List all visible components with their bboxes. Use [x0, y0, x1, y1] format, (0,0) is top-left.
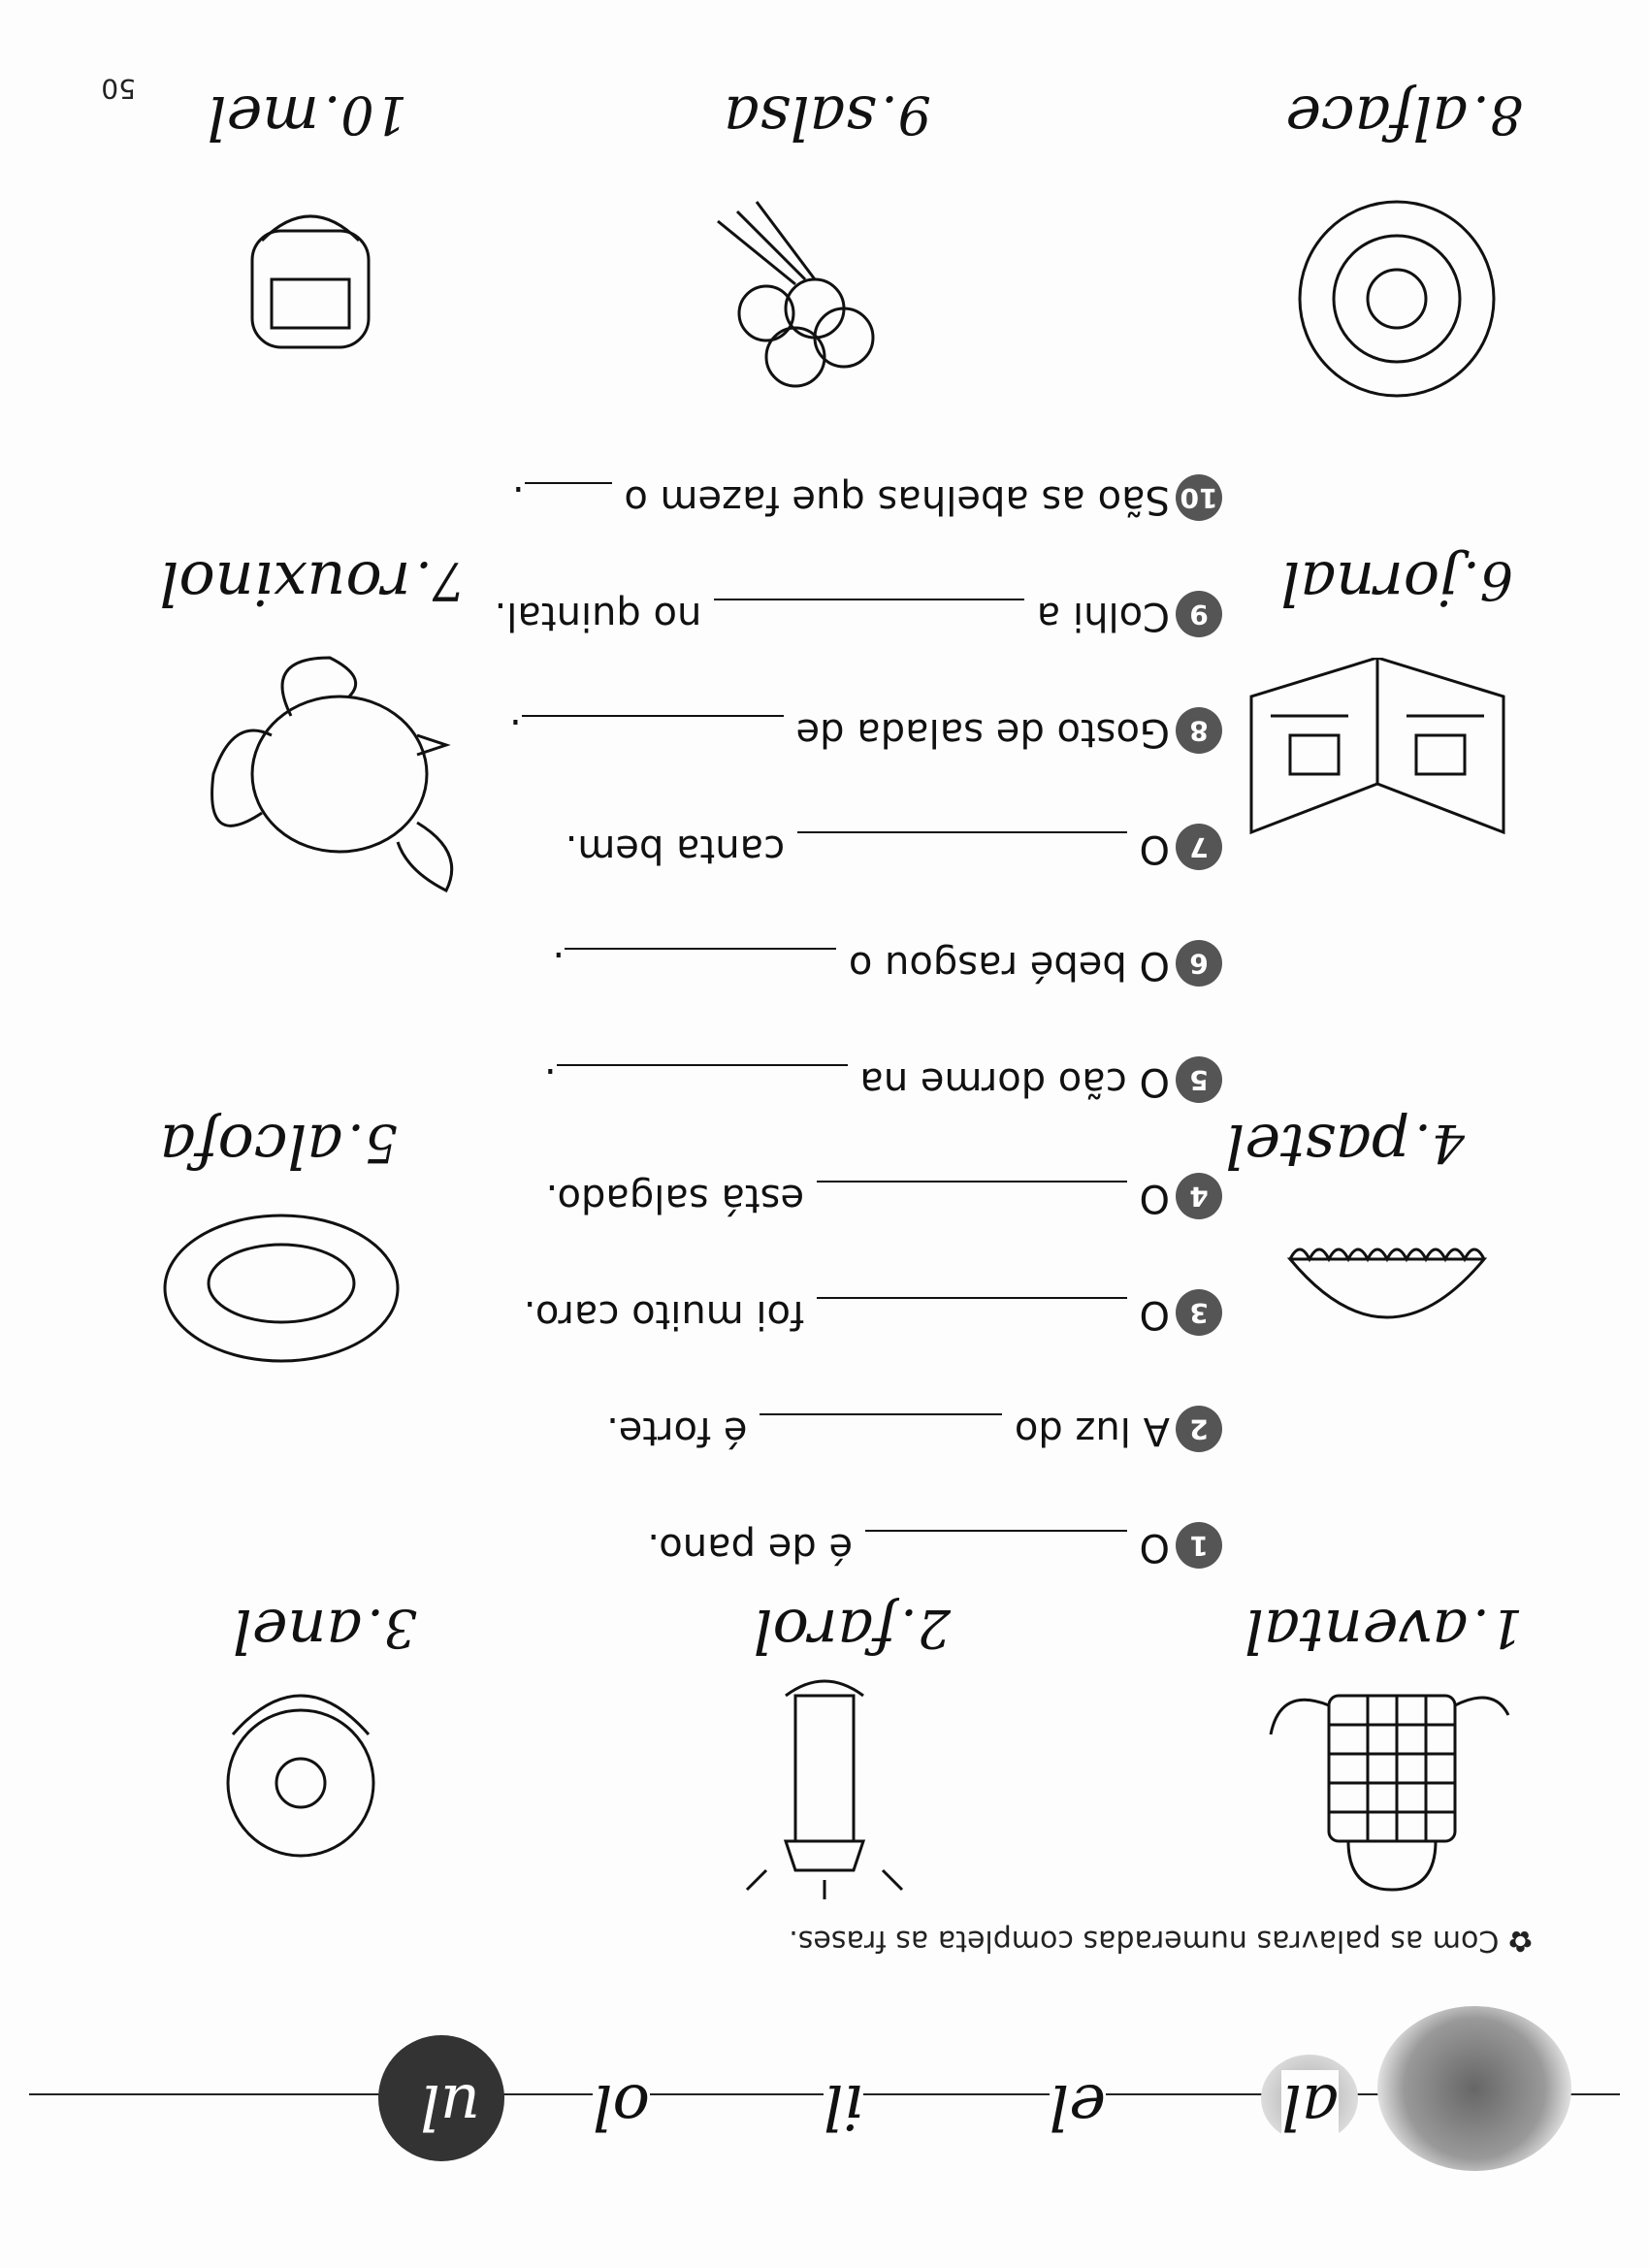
lamp-flower-icon	[1377, 2006, 1571, 2171]
word-7: 7. rouxinol	[159, 548, 466, 619]
word-6: 6. jornal	[1280, 548, 1513, 619]
syllable-ul: ul	[420, 2070, 480, 2142]
newspaper-icon	[1232, 658, 1523, 891]
lighthouse-icon	[728, 1657, 922, 1899]
sentence-1: 1O é de pano.	[647, 1522, 1222, 1570]
sentence-7: 7O canta bem.	[566, 824, 1222, 871]
page-number: 50	[101, 73, 136, 105]
sentence-6: 6O bebé rasgou o .	[552, 940, 1222, 988]
answer-blank-1[interactable]	[865, 1530, 1127, 1561]
sentence-5: 5O cão dorme na .	[544, 1056, 1222, 1104]
word-2: 2. farol	[753, 1596, 951, 1667]
answer-blank-7[interactable]	[797, 831, 1127, 862]
lettuce-icon	[1271, 192, 1523, 405]
answer-blank-8[interactable]	[522, 715, 784, 746]
sentence-8: 8Gosto de salada de .	[509, 707, 1222, 755]
answer-blank-3[interactable]	[817, 1297, 1127, 1328]
instruction-text: Com as palavras numeradas completa as frases.	[789, 1924, 1500, 1958]
word-3: 3. anel	[232, 1596, 417, 1667]
syllable-il: il	[824, 2070, 863, 2142]
dog-bed-icon	[155, 1201, 407, 1376]
apron-icon	[1261, 1657, 1513, 1899]
sentence-9: 9Colhi a no quintal.	[495, 591, 1222, 638]
flower-bullet-icon: ✿	[1507, 1924, 1533, 1958]
word-5: 5. alcofa	[159, 1111, 398, 1182]
answer-blank-2[interactable]	[760, 1413, 1002, 1444]
syllable-el: el	[1049, 2070, 1106, 2142]
answer-blank-9[interactable]	[714, 599, 1024, 630]
sentence-3: 3O foi muito caro.	[524, 1289, 1222, 1337]
parsley-icon	[679, 192, 931, 405]
answer-blank-5[interactable]	[557, 1064, 848, 1095]
word-10: 10. mel	[207, 82, 407, 153]
sentence-10: 10São as abelhas que fazem o .	[512, 474, 1222, 522]
instruction	[789, 1924, 1533, 1958]
honey-jar-icon	[213, 192, 407, 386]
sentence-4: 4O está salgado.	[545, 1173, 1222, 1220]
syllable-al: al	[1281, 2070, 1339, 2142]
word-8: 8. alface	[1285, 82, 1523, 153]
word-4: 4. pastel	[1225, 1111, 1465, 1182]
syllable-ol: ol	[593, 2070, 650, 2142]
answer-blank-10[interactable]	[525, 482, 612, 513]
sentence-2: 2A luz do é forte.	[606, 1406, 1222, 1453]
word-9: 9. salsa	[723, 82, 931, 153]
answer-blank-4[interactable]	[817, 1181, 1127, 1212]
bird-icon	[194, 638, 485, 910]
word-1: 1. avental	[1245, 1596, 1523, 1667]
ring-icon	[204, 1657, 398, 1870]
pastry-icon	[1271, 1201, 1504, 1376]
answer-blank-6[interactable]	[565, 948, 836, 979]
syllable-strip	[29, 2035, 1620, 2152]
